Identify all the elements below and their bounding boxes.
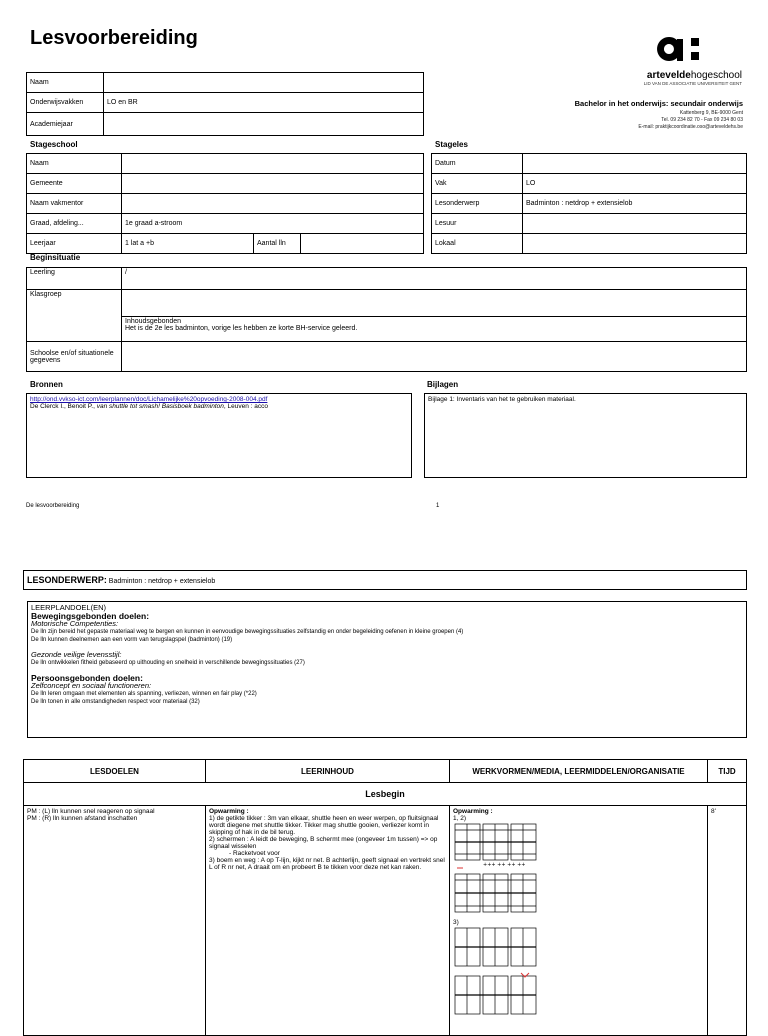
brand-name: arteveldehogeschool [646, 70, 742, 81]
werk-exercise-3: 3) [453, 919, 459, 926]
mentor-label: Naam vakmentor [27, 194, 122, 214]
step-2-note: - Racketvoet voor [229, 850, 280, 857]
beginsituatie-table [26, 267, 747, 372]
bijlagen-text: Bijlage 1: Inventaris van het te gebruiken materiaal. [428, 396, 576, 403]
step-3: 3) boem en weg : A op T-lijn, kijkt nr net. B achterlijn, geeft signaal en vertrekt snel L of R nr net, A draait om en probeert B te tikken voor deze net kan raken. [209, 857, 445, 871]
leerplan-link[interactable]: http://ond.vvkso-ict.com/leerplannen/doc/Lichamelijke%20opvoeding-2008-004.pdf [30, 396, 268, 403]
vak-label: Vak [432, 174, 523, 194]
klasgroep-field[interactable] [122, 290, 747, 317]
gemeente-label: Gemeente [27, 174, 122, 194]
lesonderwerp-box: LESONDERWERP: Badminton : netdrop + extensielob [23, 570, 747, 590]
svg-text:+++ ++ ++ ++: +++ ++ ++ ++ [483, 862, 526, 868]
stageschool-table [26, 153, 424, 254]
inhoud-field[interactable]: Inhoudsgebonden Het is de 2e les badminton, vorige les hebben ze korte BH-service geleerd. [122, 317, 747, 342]
student-info-table [26, 72, 424, 136]
aantal-label: Aantal lln [254, 234, 301, 254]
klasgroep-label: Klasgroep [27, 290, 122, 342]
beginsituatie-heading: Beginsituatie [30, 253, 81, 262]
werk-title: Opwarming : [453, 808, 493, 815]
leerling-label: Leerling [27, 268, 122, 290]
zelf-goal-1: De lln leren omgaan met elementen als spanning, verliezen, winnen en fair play (*22) [31, 691, 257, 697]
zelf-goal-2: De lln tonen in alle omstandigheden respect voor materiaal (32) [31, 699, 200, 705]
graad-label: Graad, afdeling... [27, 214, 122, 234]
lesdoel-1: PM : (L) lln kunnen snel reageren op signaal [27, 808, 155, 815]
phase-lesbegin: Lesbegin [24, 783, 747, 806]
naam-field[interactable] [104, 73, 424, 93]
bijlagen-heading: Bijlagen [427, 380, 459, 389]
bijlagen-box [424, 393, 747, 478]
leerjaar-label: Leerjaar [27, 234, 122, 254]
mentor-field[interactable] [122, 194, 424, 214]
col-leerinhoud: LEERINHOUD [206, 760, 450, 783]
page-title: Lesvoorbereiding [30, 27, 198, 49]
datum-label: Datum [432, 154, 523, 174]
lesson-table [23, 759, 747, 1036]
logo-block [600, 70, 742, 86]
werkvormen-cell [450, 806, 708, 1036]
tijd-cell: 8' [708, 806, 747, 1036]
col-werkvormen: WERKVORMEN/MEDIA, LEERMIDDELEN/ORGANISATIE [450, 760, 708, 783]
step-2: 2) schermen : A leidt de beweging, B schermt mee (ongeveer 1m tussen) => op signaal wisselen [209, 836, 438, 850]
opwarming-label: Opwarming : [209, 808, 249, 815]
step-1: 1) de getikte tikker : 3m van elkaar, shuttle heen en weer werpen, op fluitsignaal wordt diegene met shuttle tikker. Tikker mag shuttle gooien, verliezer komt in skipping of hak in de bil terug. [209, 815, 439, 836]
leerplan-header: LEERPLANDOEL(EN) [31, 603, 107, 612]
stageles-heading: Stageles [435, 140, 468, 149]
leerjaar-field[interactable]: 1 lat a +b [122, 234, 254, 254]
aantal-field[interactable] [301, 234, 424, 254]
lesuur-field[interactable] [523, 214, 747, 234]
stageles-table [431, 153, 747, 254]
gezond-title: Gezonde veilige levensstijl: [31, 650, 122, 659]
boem-en-weg-diagram-icon [453, 926, 573, 1016]
court-diagram-icon [453, 822, 573, 917]
bronnen-box [26, 393, 412, 478]
gezond-goal-1: De lln ontwikkelen fitheid gebaseerd op uithouding en snelheid in verschillende bewegingssituaties (27) [31, 660, 305, 666]
school-naam-field[interactable] [122, 154, 424, 174]
lokaal-field[interactable] [523, 234, 747, 254]
graad-field[interactable]: 1e graad a-stroom [122, 214, 424, 234]
footer-label: De lesvoorbereiding [26, 503, 80, 509]
motor-goal-2: De lln kunnen deelnemen aan een vorm van terugslagspel (badminton) (19) [31, 637, 233, 643]
lesdoel-2: PM : (R) lln kunnen afstand inschatten [27, 815, 138, 822]
bronnen-heading: Bronnen [30, 380, 63, 389]
col-tijd: TIJD [708, 760, 747, 783]
col-lesdoelen: LESDOELEN [24, 760, 206, 783]
lesdoelen-cell [24, 806, 206, 1036]
datum-field[interactable] [523, 154, 747, 174]
lesuur-label: Lesuur [432, 214, 523, 234]
persoon-title: Persoonsgebonden doelen: [31, 673, 143, 683]
leerinhoud-cell [206, 806, 450, 1036]
beweging-title: Bewegingsgebonden doelen: [31, 611, 150, 621]
onderwerp-label: Lesonderwerp [432, 194, 523, 214]
jaar-field[interactable] [104, 113, 424, 136]
brand-tagline: LID VAN DE ASSOCIATIE UNIVERSITEIT GENT [643, 81, 742, 86]
page-number: 1 [436, 503, 440, 509]
leerling-field[interactable]: / [122, 268, 747, 290]
motor-title: Motorische Competenties: [31, 619, 119, 628]
motor-goal-1: De lln zijn bereid het gepaste materiaal weg te bergen en kunnen in eenvoudige bewegingssituaties zelfstandig en onder begeleiding oefenen in kleine groepen (4) [31, 629, 464, 635]
naam-label: Naam [27, 73, 104, 93]
bronnen-reference: De Clerck I., Benoit P., van shuttle tot smash! Basisboek badminton, Leuven : acco [30, 403, 268, 410]
contact-info: Kattenberg 9, BE-9000 Gent Tel. 09 234 82 70 - Fax 09 234 80 03 E-mail: praktijkcoordinatie.oso@arteveldehs.be [638, 110, 743, 130]
zelf-title: Zelfconcept en sociaal functioneren: [31, 681, 152, 690]
vakken-label: Onderwijsvakken [27, 93, 104, 113]
gemeente-field[interactable] [122, 174, 424, 194]
stageschool-heading: Stageschool [30, 140, 78, 149]
werk-exercise-12: 1, 2) [453, 815, 467, 822]
schoolse-field[interactable] [122, 342, 747, 372]
artevelde-logo-icon [655, 35, 707, 63]
program-name: Bachelor in het onderwijs: secundair onderwijs [574, 99, 743, 108]
vak-field[interactable]: LO [523, 174, 747, 194]
onderwerp-field[interactable]: Badminton : netdrop + extensielob [523, 194, 747, 214]
schoolse-label: Schoolse en/of situationele gegevens [27, 342, 122, 372]
school-naam-label: Naam [27, 154, 122, 174]
lokaal-label: Lokaal [432, 234, 523, 254]
leerplan-box [27, 601, 747, 738]
vakken-field[interactable]: LO en BR [104, 93, 424, 113]
jaar-label: Academiejaar [27, 113, 104, 136]
